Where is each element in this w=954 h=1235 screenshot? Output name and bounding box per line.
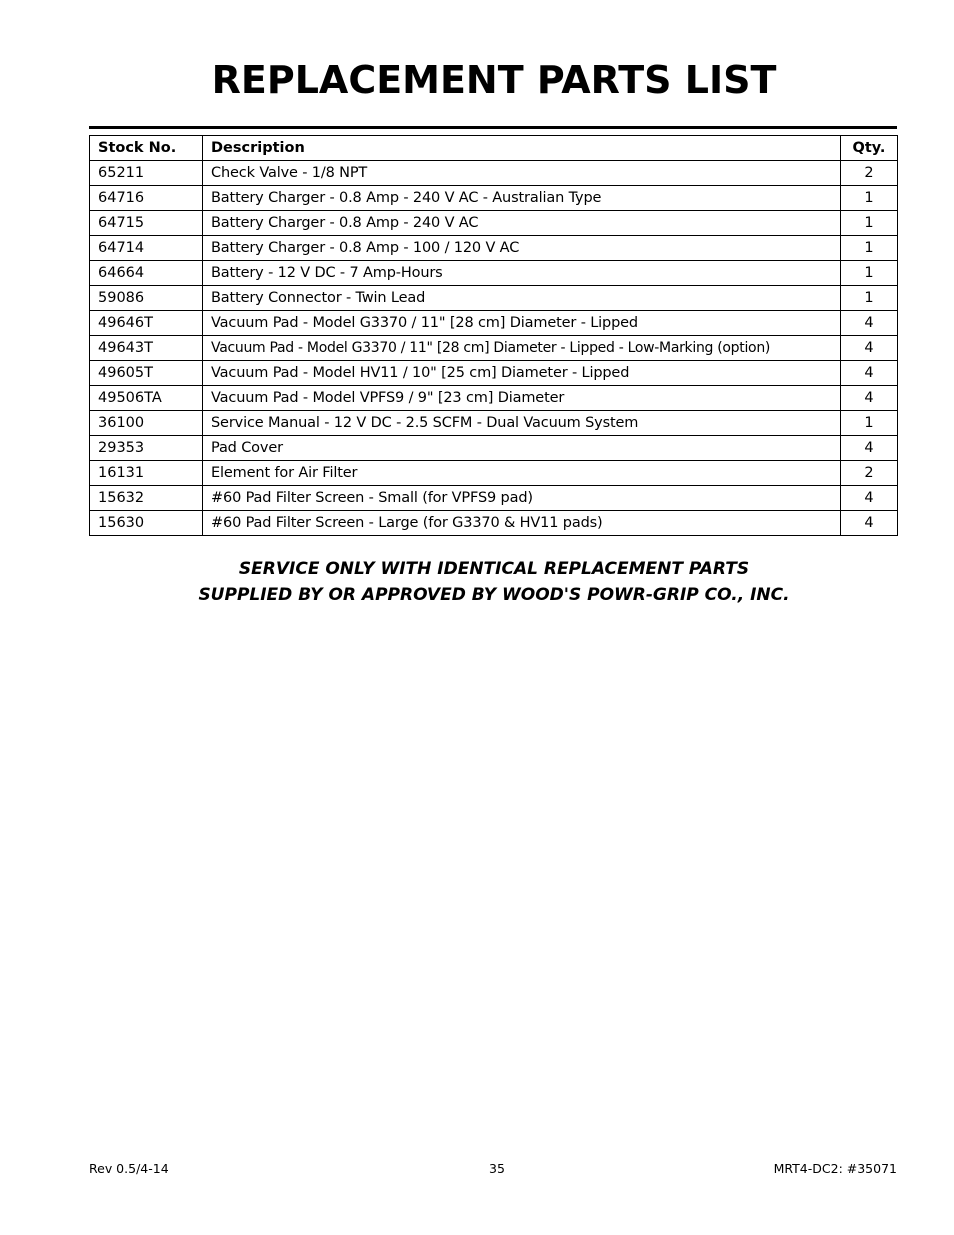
cell-description: Battery Charger - 0.8 Amp - 240 V AC [203,211,841,236]
cell-description: Check Valve - 1/8 NPT [203,161,841,186]
cell-description: Battery Connector - Twin Lead [203,286,841,311]
table-row [90,161,898,186]
cell-qty: 1 [841,211,898,236]
cell-qty: 4 [841,311,898,336]
header-qty: Qty. [841,136,898,161]
cell-qty: 4 [841,486,898,511]
header-description: Description [203,136,841,161]
table-row [90,236,898,261]
cell-description: Element for Air Filter [203,461,841,486]
cell-description: Vacuum Pad - Model HV11 / 10" [25 cm] Diameter - Lipped [203,361,841,386]
cell-stock-no: 59086 [90,286,203,311]
cell-qty: 4 [841,336,898,361]
cell-qty: 2 [841,461,898,486]
table-row [90,361,898,386]
table-row [90,411,898,436]
service-notice-line-1: SERVICE ONLY WITH IDENTICAL REPLACEMENT PARTS [238,559,750,579]
table-row [90,461,898,486]
cell-description: Vacuum Pad - Model G3370 / 11" [28 cm] Diameter - Lipped - Low-Marking (option) [203,336,841,361]
cell-stock-no: 64716 [90,186,203,211]
service-notice-line-2: SUPPLIED BY OR APPROVED BY WOOD'S POWR-GRIP CO., INC. [198,585,790,605]
cell-description: Service Manual - 12 V DC - 2.5 SCFM - Dual Vacuum System [203,411,841,436]
table-row [90,511,898,536]
cell-stock-no: 49643T [90,336,203,361]
table-header-row [90,136,898,161]
cell-qty: 2 [841,161,898,186]
cell-qty: 4 [841,386,898,411]
service-notice [0,556,954,608]
parts-table [89,135,898,536]
footer-revision: Rev 0.5/4-14 [89,1161,169,1176]
table-row [90,261,898,286]
cell-description: #60 Pad Filter Screen - Small (for VPFS9 pad) [203,486,841,511]
cell-stock-no: 29353 [90,436,203,461]
cell-stock-no: 64714 [90,236,203,261]
cell-qty: 1 [841,261,898,286]
cell-stock-no: 15630 [90,511,203,536]
cell-qty: 4 [841,436,898,461]
cell-qty: 1 [841,286,898,311]
cell-description: Vacuum Pad - Model G3370 / 11" [28 cm] Diameter - Lipped [203,311,841,336]
table-row [90,486,898,511]
table-row [90,436,898,461]
cell-stock-no: 49646T [90,311,203,336]
footer-page-number: 35 [489,1161,505,1176]
cell-description: Battery Charger - 0.8 Amp - 100 / 120 V AC [203,236,841,261]
cell-description: Battery - 12 V DC - 7 Amp-Hours [203,261,841,286]
footer-document-id: MRT4-DC2: #35071 [773,1161,897,1176]
cell-stock-no: 65211 [90,161,203,186]
cell-qty: 1 [841,186,898,211]
table-row [90,211,898,236]
table-row [90,386,898,411]
cell-stock-no: 64664 [90,261,203,286]
page-title: REPLACEMENT PARTS LIST [211,58,777,102]
cell-stock-no: 36100 [90,411,203,436]
cell-qty: 4 [841,361,898,386]
cell-qty: 1 [841,411,898,436]
cell-description: Vacuum Pad - Model VPFS9 / 9" [23 cm] Diameter [203,386,841,411]
table-row [90,286,898,311]
cell-stock-no: 15632 [90,486,203,511]
table-row [90,336,898,361]
cell-description: Battery Charger - 0.8 Amp - 240 V AC - Australian Type [203,186,841,211]
cell-qty: 1 [841,236,898,261]
table-row [90,186,898,211]
cell-description: Pad Cover [203,436,841,461]
cell-stock-no: 49506TA [90,386,203,411]
cell-stock-no: 64715 [90,211,203,236]
page-footer [89,1161,897,1179]
table-row [90,311,898,336]
cell-qty: 4 [841,511,898,536]
cell-stock-no: 16131 [90,461,203,486]
cell-description: #60 Pad Filter Screen - Large (for G3370 & HV11 pads) [203,511,841,536]
cell-stock-no: 49605T [90,361,203,386]
title-divider [89,126,897,129]
header-stock-no: Stock No. [90,136,203,161]
